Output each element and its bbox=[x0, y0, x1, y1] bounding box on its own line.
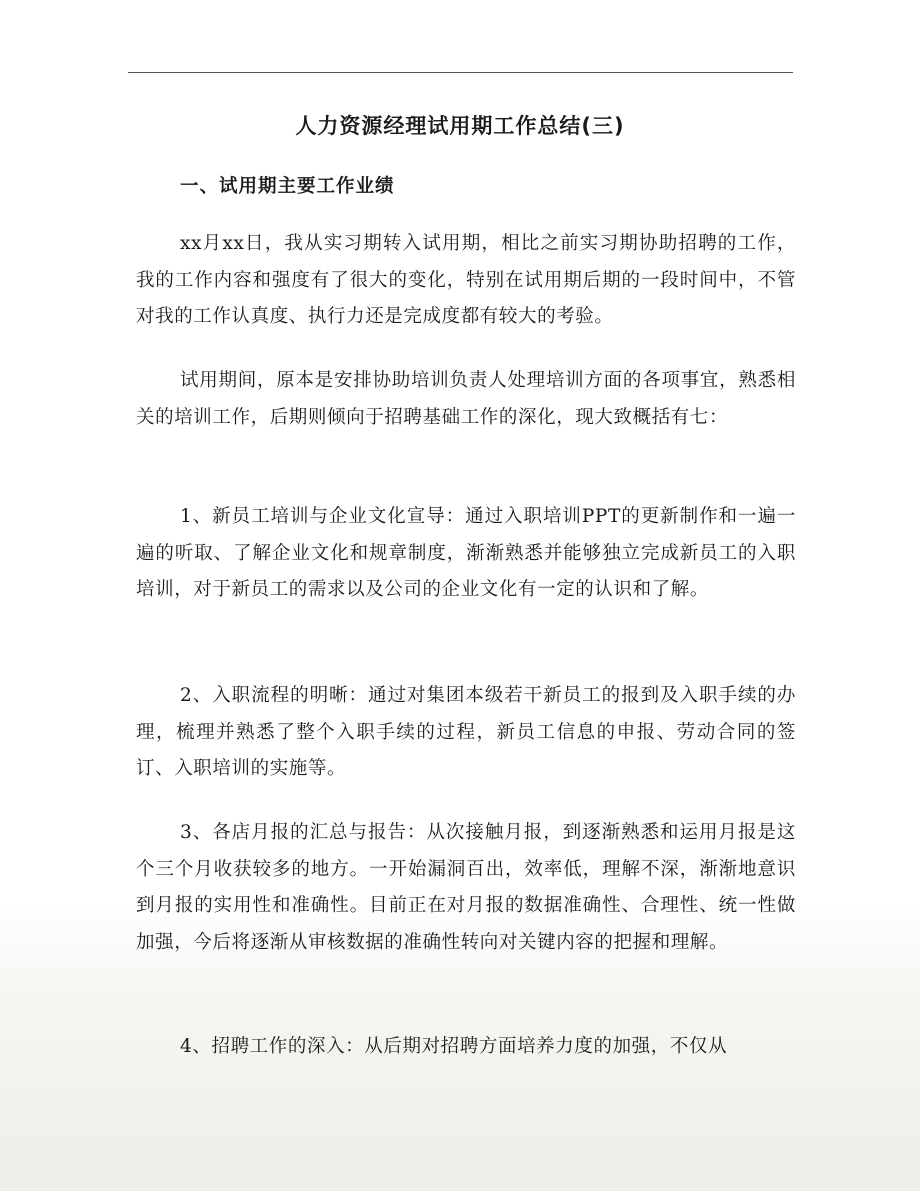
header-rule bbox=[128, 72, 793, 73]
document-title: 人力资源经理试用期工作总结(三) bbox=[295, 114, 625, 138]
list-item-paragraph: 4、招聘工作的深入：从后期对招聘方面培养力度的加强，不仅从 bbox=[180, 1036, 728, 1057]
list-item-paragraph: 2、入职流程的明晰：通过对集团本级若干新员工的报到及入职手续的办理，梳理并熟悉了整个入职手续的过程，新员工信息的申报、劳动合同的签订、入职培训的实施等。 bbox=[136, 685, 796, 779]
body-paragraph: 试用期间，原本是安排协助培训负责人处理培训方面的各项事宜，熟悉相关的培训工作，后期则倾向于招聘基础工作的深化，现大致概括有七： bbox=[136, 370, 796, 428]
body-paragraph: xx月xx日，我从实习期转入试用期，相比之前实习期协助招聘的工作，我的工作内容和强度有了很大的变化，特别在试用期后期的一段时间中，不管对我的工作认真度、执行力还是完成度都有较大的考验。 bbox=[136, 233, 796, 327]
list-item-paragraph: 3、各店月报的汇总与报告：从次接触月报，到逐渐熟悉和运用月报是这个三个月收获较多的地方。一开始漏洞百出，效率低，理解不深，渐渐地意识到月报的实用性和准确性。目前正在对月报的数据准确性、合理性、统一性做加强，今后将逐渐从审核数据的准确性转向对关键内容的把握和理解。 bbox=[136, 822, 796, 953]
list-item-paragraph: 1、新员工培训与企业文化宣导：通过入职培训PPT的更新制作和一遍一遍的听取、了解企业文化和规章制度，渐渐熟悉并能够独立完成新员工的入职培训，对于新员工的需求以及公司的企业文化有一定的认识和了解。 bbox=[136, 506, 796, 600]
section-heading: 一、试用期主要工作业绩 bbox=[180, 176, 395, 197]
